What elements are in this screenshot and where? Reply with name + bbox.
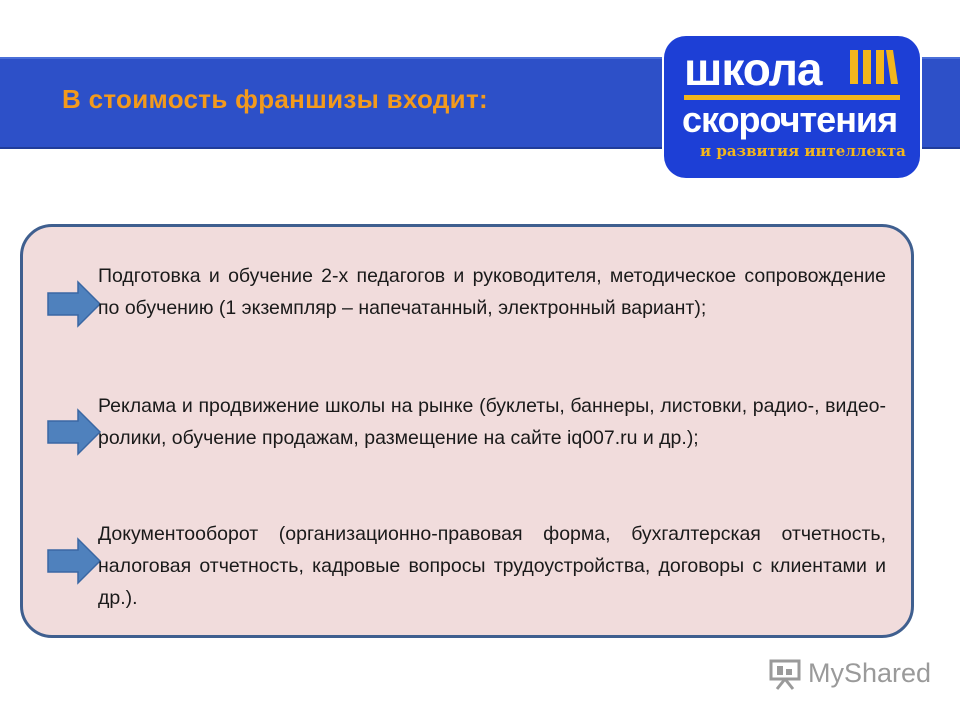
page-title: В стоимость франшизы входит:	[62, 84, 488, 114]
presentation-board-icon	[768, 658, 802, 690]
list-item-advertising: Реклама и продвижение школы на рынке (буклеты, баннеры, листовки, радио-, видео-ролики, обучение продажам, размещение на сайте iq007.ru и др.);	[98, 395, 886, 449]
school-logo	[664, 36, 920, 178]
arrow-right-icon	[46, 537, 102, 585]
logo-line-3: и развития интеллекта	[700, 142, 906, 160]
arrow-right-icon	[46, 280, 102, 328]
watermark-label: MyShared	[808, 658, 932, 688]
logo-line-1: школа	[684, 43, 822, 95]
arrow-right-icon	[46, 408, 102, 456]
logo-stripes-icon	[848, 48, 898, 86]
list-item-documents: Документооборот (организационно-правовая форма, бухгалтерская отчетность, налоговая отчетность, кадровые вопросы трудоустройства, договоры с клиентами и др.).	[98, 523, 886, 609]
watermark	[768, 656, 932, 692]
logo-line-2: скорочтения	[682, 99, 898, 140]
list-item-training: Подготовка и обучение 2-х педагогов и руководителя, методическое сопровождение по обучению (1 экземпляр – напечатанный, электронный вариант);	[98, 265, 886, 319]
